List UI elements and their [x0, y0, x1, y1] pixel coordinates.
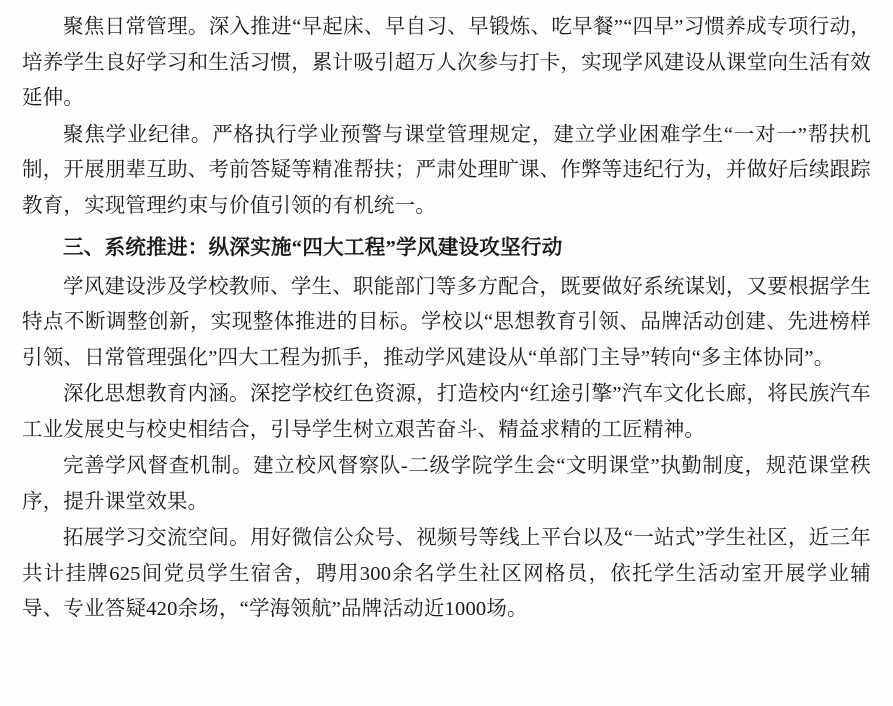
paragraph-daily-management: 聚焦日常管理。深入推进“早起床、早自习、早锻炼、吃早餐”“四早”习惯养成专项行动，培养学生良好学习和生活习惯，累计吸引超万人次参与打卡，实现学风建设从课堂向生活有效延伸。 [22, 16, 871, 109]
paragraph-supervision-mechanism: 完善学风督查机制。建立校风督察队-二级学院学生会“文明课堂”执勤制度，规范课堂秩序，提升课堂效果。 [22, 455, 871, 513]
heading-section-three: 三、系统推进：纵深实施“四大工程”学风建设攻坚行动 [63, 237, 563, 259]
paragraph-ideological-education: 深化思想教育内涵。深挖学校红色资源，打造校内“红途引擎”汽车文化长廊，将民族汽车工业发展史与校史相结合，引导学生树立艰苦奋斗、精益求精的工匠精神。 [22, 383, 871, 441]
paragraph-academic-discipline: 聚焦学业纪律。严格执行学业预警与课堂管理规定，建立学业困难学生“一对一”帮扶机制，开展朋辈互助、考前答疑等精准帮扶；严肃处理旷课、作弊等违纪行为，并做好后续跟踪教育，实现管理约束与价值引领的有机统一。 [22, 123, 871, 217]
document-body [22, 10, 871, 628]
paragraph-exchange-space: 拓展学习交流空间。用好微信公众号、视频号等线上平台以及“一站式”学生社区，近三年共计挂牌625间党员学生宿舍，聘用300余名学生社区网格员，依托学生活动室开展学业辅导、专业答疑420余场，“学海领航”品牌活动近1000场。 [22, 527, 871, 620]
paragraph-system-overview: 学风建设涉及学校教师、学生、职能部门等多方配合，既要做好系统谋划，又要根据学生特点不断调整创新，实现整体推进的目标。学校以“思想教育引领、品牌活动创建、先进榜样引领、日常管理强化”四大工程为抓手，推动学风建设从“单部门主导”转向“多主体协同”。 [22, 275, 871, 369]
